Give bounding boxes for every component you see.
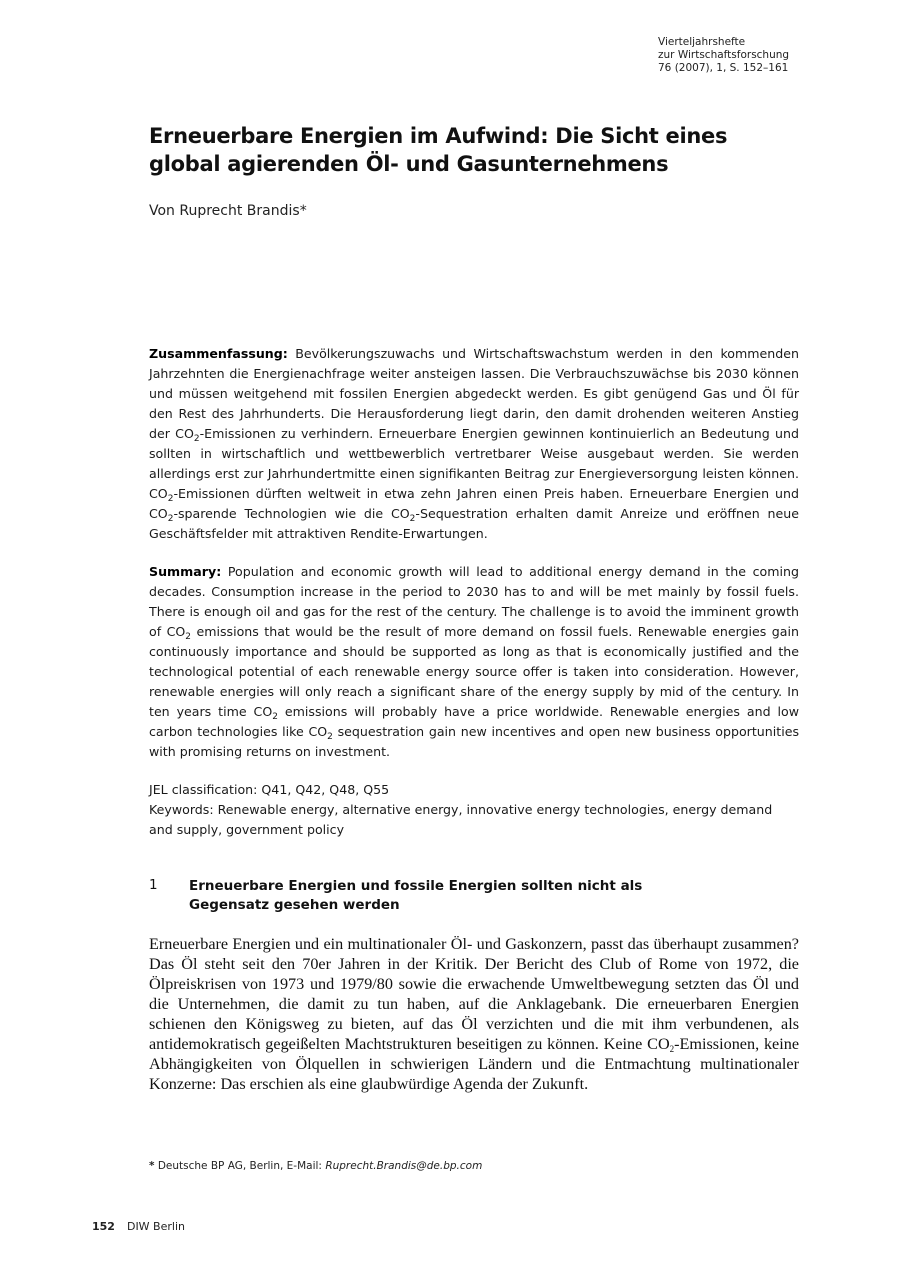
publisher-name: DIW Berlin: [126, 1220, 185, 1233]
abstract-english-text: Population and economic growth will lead to additional energy demand in the coming decades. Consumption increase in the period to 2030 has to and will be met mainly by fossil fuels. There is enough oil and gas for the rest of the century. The challenge is to avoid the imminent growth of CO: [149, 564, 799, 639]
journal-subtitle: zur Wirtschaftsforschung: [658, 49, 790, 61]
body-paragraph: [149, 934, 799, 1094]
subscript: 2: [409, 514, 416, 524]
abstract-german-text: -Emissionen zu verhindern. Erneuerbare Energien gewinnen kontinuierlich an Bedeutung und sollten in wirtschaftlich und wettbewerblich vertretbarer Weise ausgebaut werden. Sie werden allerdings erst zur Jahrhundertmitte einen signifikanten Beitrag zur Energieversorgung leisten können. CO: [149, 426, 799, 501]
abstract-german-text: -Emissionen dürften weltweit in etwa zehn Jahren einen Preis haben. Erneuerbare Energien und CO: [149, 486, 799, 521]
title-line-1: Erneuerbare Energien im Aufwind: Die Sicht eines: [149, 124, 728, 148]
subscript: 2: [167, 514, 174, 524]
classification-block: [149, 780, 799, 840]
abstract-english: [149, 562, 799, 762]
footnote-text: Deutsche BP AG, Berlin, E-Mail:: [154, 1160, 326, 1172]
abstract-english-text: sequestration gain new incentives and open new business opportunities with promising returns on investment.: [149, 724, 800, 759]
journal-name: Vierteljahrshefte: [658, 36, 746, 48]
abstract-english-text: emissions that would be the result of more demand on fossil fuels. Renewable energies gain continuously importance and should be supported as long as that is economically justified and the technological potential of each renewable energy source offer is taken into consideration. However, renewable energies will only reach a significant share of the energy supply by mid of the century. In ten years time CO: [149, 624, 799, 719]
abstract-german-text: -Sequestration erhalten damit Anreize und eröffnen neue Geschäftsfelder mit attraktiven Rendite-Erwartungen.: [149, 506, 799, 541]
subscript: 2: [327, 732, 333, 742]
section-title-line-1: Erneuerbare Energien und fossile Energien sollten nicht als: [189, 878, 643, 894]
subscript: 2: [185, 632, 192, 642]
page-footer: [92, 1220, 185, 1233]
title-line-2: global agierenden Öl- und Gasunternehmens: [149, 152, 669, 176]
article-title: [149, 122, 789, 178]
section-number: 1: [149, 877, 158, 893]
abstract-german-label: Zusammenfassung:: [149, 346, 288, 361]
author-line: Von Ruprecht Brandis*: [149, 203, 307, 219]
footnote-marker: *: [149, 1160, 155, 1172]
jel-classification: JEL classification: Q41, Q42, Q48, Q55: [149, 782, 390, 797]
abstract-german-text: -sparende Technologien wie die CO: [173, 506, 410, 521]
abstract-german-text: Bevölkerungszuwachs und Wirtschaftswachstum werden in den kommenden Jahrzehnten die Energienachfrage weiter ansteigen lassen. Die Verbrauchszuwächse bis 2030 können und müssen weitgehend mit fossilen Energien abgedeckt werden. Es gibt genügend Gas und Öl für den Rest des Jahrhunderts. Die Herausforderung liegt darin, den damit drohenden weiteren Anstieg der CO: [149, 346, 799, 441]
subscript: 2: [193, 434, 200, 444]
abstract-german: [149, 344, 799, 544]
subscript: 2: [167, 494, 174, 504]
keywords: Keywords: Renewable energy, alternative energy, innovative energy technologies, energy demand and supply, government policy: [149, 802, 773, 837]
abstract-english-label: Summary:: [149, 564, 222, 579]
body-text: Erneuerbare Energien und ein multinationaler Öl- und Gaskonzern, passt das überhaupt zusammen? Das Öl steht seit den 70er Jahren in der Kritik. Der Bericht des Club of Rome von 1972, die Ölpreiskrisen von 1973 und 1979/80 sowie die erwachende Umweltbewegung setzten das Öl und die Unternehmen, die damit zu tun haben, auf die Anklagebank. Die erneuerbaren Energien schienen den Königsweg zu bieten, auf das Öl verzichten und die mit ihm verbundenen, als antidemokratisch gegeißelten Machtstrukturen beseitigen zu können. Keine CO: [149, 935, 799, 1053]
subscript: 2: [669, 1044, 675, 1054]
journal-volume: 76 (2007), 1, S. 152–161: [658, 62, 789, 74]
journal-info: [658, 36, 789, 75]
section-title: [189, 877, 749, 915]
subscript: 2: [272, 712, 278, 722]
section-title-line-2: Gegensatz gesehen werden: [189, 897, 400, 913]
body-text: -Emissionen, keine Abhängigkeiten von Ölquellen in schwierigen Ländern und die Entmachtung multinationaler Konzerne: Das erschien als eine glaubwürdige Agenda der Zukunft.: [149, 1035, 800, 1093]
footnote-email[interactable]: Ruprecht.Brandis@de.bp.com: [325, 1160, 483, 1172]
abstract-english-text: emissions will probably have a price worldwide. Renewable energies and low carbon technologies like CO: [149, 704, 799, 739]
page-number: 152: [92, 1220, 115, 1233]
footnote: [149, 1160, 482, 1172]
